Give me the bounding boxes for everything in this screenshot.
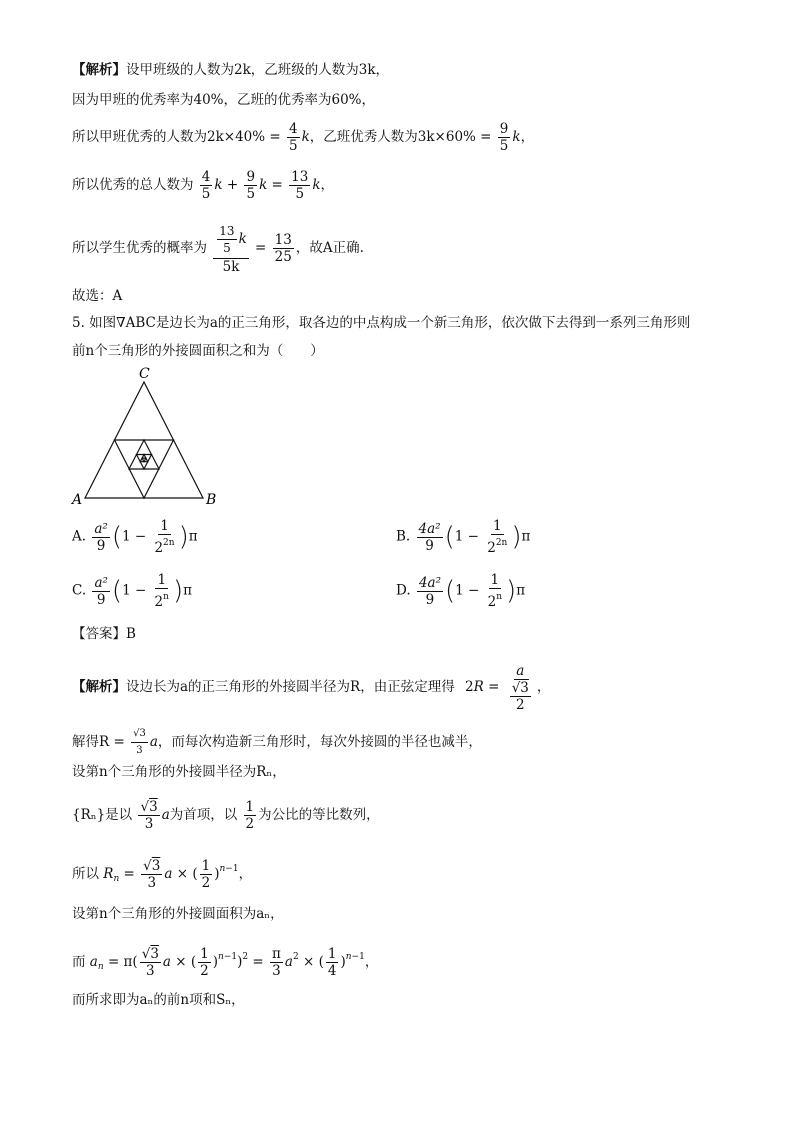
- text: 为首项，以: [169, 807, 238, 823]
- text: ，故A正确.: [295, 240, 364, 256]
- denominator: 5: [295, 186, 305, 202]
- numerator: 4: [201, 169, 211, 185]
- denominator: 5k: [222, 258, 240, 275]
- text: 所以: [72, 866, 99, 882]
- text: 设甲班级的人数为2k，乙班级的人数为3k，: [126, 62, 390, 78]
- fraction: [289, 169, 310, 202]
- option-letter: C.: [72, 582, 87, 599]
- exponent: n: [496, 592, 503, 602]
- text: 解得R =: [72, 734, 125, 750]
- numerator: 13: [291, 169, 309, 185]
- sol2-line6: 设第n个三角形的外接圆面积为aₙ，: [72, 906, 284, 922]
- denominator: 9: [425, 537, 434, 554]
- denominator: 5: [499, 138, 509, 154]
- denominator: 5: [246, 186, 256, 202]
- coef: a²: [94, 574, 108, 591]
- text: 所以甲班优秀的人数为2k×40% =: [72, 129, 281, 145]
- vertex-label-c: C: [139, 366, 150, 382]
- option-a[interactable]: A. $\frac{\text{a²}}{9}$ (1 − $\frac{1}{2^{2n}}$ )π: [72, 518, 198, 556]
- q5-line1: 5. 如图∇ABC是边长为a的正三角形，取各边的中点构成一个新三角形，依次做下去得到一系列三角形则: [72, 315, 691, 331]
- coef: 4a²: [418, 574, 441, 591]
- exponent: 2n: [163, 538, 175, 548]
- fraction: [498, 121, 511, 154]
- numerator: 13: [274, 232, 292, 248]
- numerator: 4: [289, 121, 298, 137]
- denominator: 9: [96, 591, 106, 608]
- compound-fraction: $\frac{13}{5}$ k 5k: [213, 223, 248, 275]
- numerator: 9: [246, 169, 256, 185]
- denominator: 5: [223, 240, 231, 255]
- analysis-tag: 【解析】: [72, 679, 126, 695]
- choice-line: 故选：A: [72, 288, 123, 304]
- denominator: 25: [274, 249, 292, 265]
- sol2-line7: 而 $a_n = \pi$( $\frac{√3}{3}$ a × ( $\frac{1}{2}$ )$^{n-1}$)$^2$ = $\frac{\pi}{3}$ $a^2$ × ( $\frac{1}{4}$ )$^{n-1}$，: [72, 946, 379, 979]
- text: 所以学生优秀的概率为: [72, 240, 207, 256]
- fraction: [287, 121, 300, 154]
- sol1-line3: 所以甲班优秀的人数为2k×40% = $\frac{4}{5}$ k，乙班优秀人数为3k×60% = $\frac{9}{5}$ k，: [72, 121, 535, 154]
- option-d[interactable]: D. $\frac{\text{4a²}}{9}$ (1 − $\frac{1}{2^n}$ )π: [396, 572, 526, 610]
- text: 所以优秀的总人数为: [72, 177, 194, 193]
- sol2-line3: 设第n个三角形的外接圆半径为Rₙ，: [72, 764, 286, 780]
- q5-line2: 前n个三角形的外接圆面积之和为（ ）: [72, 343, 324, 359]
- vertex-label-a: A: [72, 492, 83, 506]
- vertex-label-b: B: [206, 492, 217, 506]
- sol1-line2: 因为甲班的优秀率为40%，乙班的优秀率为60%，: [72, 92, 376, 108]
- exponent: n: [163, 592, 169, 602]
- sol1-line5: 所以学生优秀的概率为 $\frac{13}{5}$ k 5k = $\frac{13}{25}$ ，故A正确.: [72, 223, 364, 275]
- sol2-line8: 而所求即为aₙ的前n项和Sₙ，: [72, 992, 245, 1008]
- exponent: 2n: [495, 538, 508, 548]
- sol2-line2: 解得R = $\frac{√3}{3}$ a，而每次构造新三角形时，每次外接圆的半径也减半，: [72, 728, 482, 756]
- nested-triangles-figure: [70, 364, 230, 506]
- text: ，乙班优秀人数为3k×60% =: [309, 129, 492, 145]
- fraction: [200, 169, 213, 202]
- sol2-line4: {Rₙ}是以 $\frac{√3}{3}$ a为首项，以 $\frac{1}{2}$ 为公比的等比数列，: [72, 799, 380, 832]
- answer-line: 【答案】B: [72, 626, 136, 642]
- text: 设边长为a的正三角形的外接圆半径为R，由正弦定理得: [126, 679, 455, 695]
- numerator: 9: [499, 121, 509, 137]
- denominator: 9: [96, 537, 106, 554]
- option-letter: D.: [396, 582, 411, 599]
- denominator: 5: [201, 186, 211, 202]
- option-b[interactable]: B. $\frac{\text{4a²}}{9}$ (1 − $\frac{1}{2^{2n}}$ )π: [396, 518, 531, 556]
- text: ，而每次构造新三角形时，每次外接圆的半径也减半，: [157, 734, 482, 750]
- coef: 4a²: [418, 520, 441, 537]
- denominator: 5: [289, 138, 298, 154]
- text: {Rₙ}是以: [72, 807, 133, 823]
- sol2-line1: 【解析】设边长为a的正三角形的外接圆半径为R，由正弦定理得 2R = $\frac{a}{\frac{√3}{2}}$ ，: [72, 662, 551, 713]
- fraction: [273, 232, 294, 265]
- sol1-line4: 所以优秀的总人数为 $\frac{4}{5}$ k + $\frac{9}{5}$ k = $\frac{13}{5}$ k，: [72, 169, 335, 202]
- option-letter: A.: [72, 528, 87, 545]
- denominator: 9: [425, 591, 435, 608]
- analysis-tag: 【解析】: [72, 62, 126, 78]
- option-letter: B.: [396, 528, 411, 545]
- text: 为公比的等比数列，: [258, 807, 380, 823]
- fraction: [244, 169, 257, 202]
- coef: a²: [94, 520, 108, 537]
- text: 而: [72, 954, 86, 970]
- sol1-line1: [72, 60, 389, 80]
- numerator: 13: [219, 223, 235, 238]
- sol2-line5: 所以 $R_n$ = $\frac{√3}{3}$ a × ( $\frac{1}{2}$ )$^{n-1}$，: [72, 858, 253, 891]
- option-c[interactable]: C. $\frac{\text{a²}}{9}$ (1 − $\frac{1}{2^n}$ )π: [72, 572, 192, 610]
